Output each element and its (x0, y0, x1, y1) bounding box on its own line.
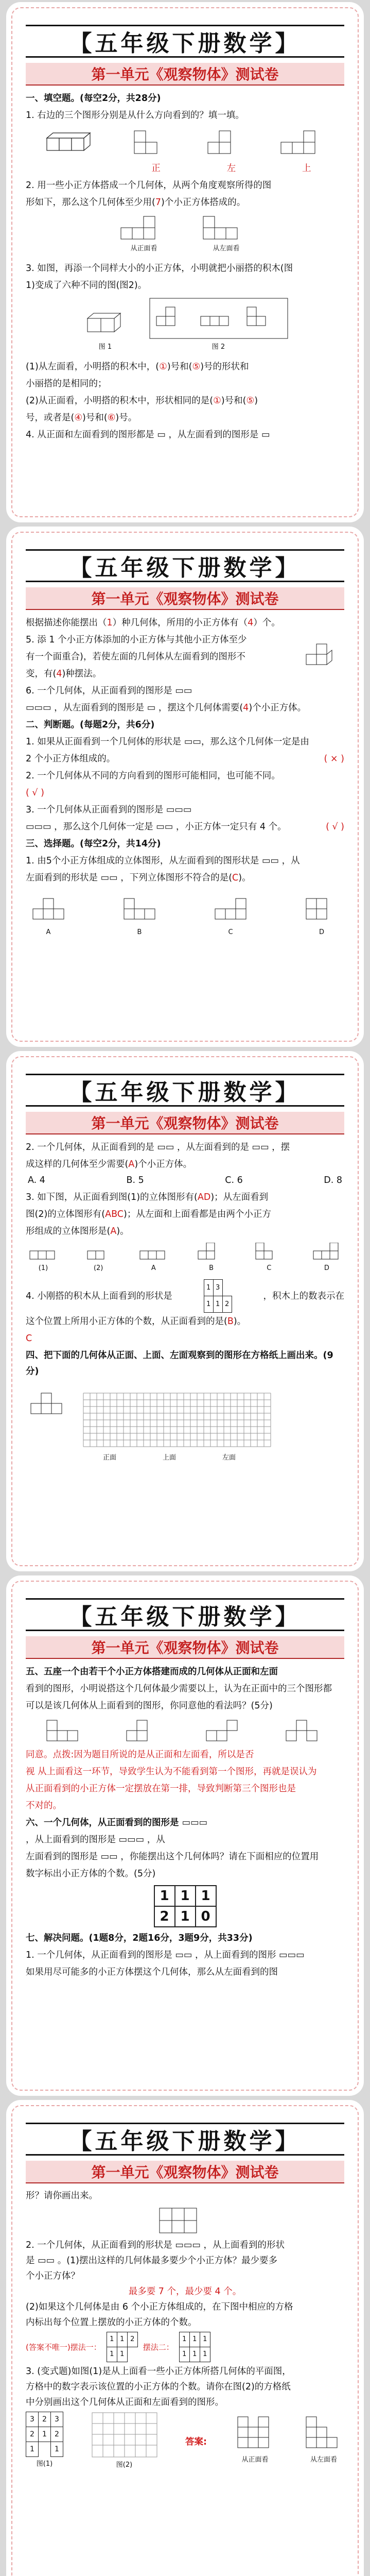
text-span: ，摆 (272, 1142, 290, 1153)
question-text: 小丽搭的是相同的； (26, 379, 107, 389)
option-label: A (46, 928, 51, 936)
option-label: C (228, 928, 233, 936)
question-text: 看到的图形，小明说搭这个几何体最少需要以上，认为在正面中的三个图形都 (26, 1684, 332, 1694)
text-span: ，从左面看到的图形是 (54, 703, 145, 713)
number-grid (204, 1279, 232, 1313)
text-span: ) (254, 396, 258, 406)
text-span: 1. 由5个小正方体组成的立体图形，从左面看到的图形状是 (26, 856, 259, 866)
answer-text: 同意。点拨:因为题目所说的是从正面和左面看，所以是否 (26, 1750, 254, 1760)
question-text (26, 393, 344, 409)
text-span: )种摆法。 (62, 669, 102, 679)
question-text: 有一个面重合)，若使左面的几何体从左面看到的图形不 (26, 652, 245, 662)
answer-grid-area (26, 1383, 344, 1450)
question-row (26, 631, 344, 682)
answer-text: ① (159, 362, 167, 372)
question-text (26, 1207, 344, 1223)
answer-text: 从正面看到的小正方体一定摆放在第一排，导致判断第三个图形也是 (26, 1784, 296, 1794)
answer-text: A (128, 1159, 135, 1170)
answer-text: C (232, 873, 239, 883)
text-span: )号和( (82, 413, 108, 423)
grid-cell: 3 (51, 2412, 63, 2427)
text-span: ，你能摆出这个几何体吗？请在下面相应的位置用 (120, 1852, 319, 1862)
view-figure-icon (130, 128, 171, 157)
question-text: 六、一个几何体，从正面看到的图形是 ▭▭▭ (26, 1818, 208, 1828)
figure-caption: 从左面看 (310, 2456, 337, 2464)
answer-text: 1 (107, 618, 113, 628)
section-heading: 五、五座一个由若干个小正方体搭建而成的几何体从正面和左面 (26, 1667, 278, 1677)
figure (91, 2412, 158, 2472)
question-row (26, 1279, 344, 1313)
answer-text: AD (197, 1192, 211, 1202)
text-span: ，从左面看到的图形是 (168, 430, 259, 440)
page-2 (0, 524, 370, 1049)
grid-cell: 1 (213, 1296, 222, 1313)
view-figure-icon (28, 1243, 59, 1260)
left-view-icon (303, 2412, 344, 2453)
text-span: 2. 一个几何体，从正面看到的形状是 (26, 2240, 172, 2250)
text-span: )号的形状和 (200, 362, 249, 372)
page-subtitle: 第一单元《观察物体》测试卷 (26, 2161, 344, 2183)
figure-label: C (267, 1264, 272, 1272)
answer-row (26, 161, 344, 177)
text-span: ，那么这个几何体一定是由 (201, 737, 309, 747)
text-span: )号和( (167, 362, 192, 372)
question-text: 1. 由5个小正方体组成的立体图形，从左面看到的图形状是 ▭▭ ，从 (26, 856, 300, 866)
text-span: 4. 从正面和左面看到的图形都是 (26, 430, 154, 440)
answer-text: 7 (155, 197, 161, 208)
figure-caption: 从左面看 (213, 245, 240, 252)
question-text: 2. 一个几何体，从正面看到的是 ▭▭ ，从左面看到的是 ▭▭ ，摆 (26, 1142, 290, 1153)
grid-cell: 1 (39, 2427, 51, 2442)
grid-cell: 1 (204, 1296, 213, 1313)
question-text: 形？请你画出来。 (26, 2191, 98, 2201)
text-span: ）种几何体，所用的小正方体有（ (112, 618, 248, 628)
grid-cell: 1 (107, 2347, 117, 2362)
text-span: )。 (238, 873, 251, 883)
cube-set-icon (149, 298, 288, 339)
answer-text: 4 (243, 703, 249, 713)
view-figure-icon (204, 1718, 245, 1743)
grid-cell: 1 (26, 2442, 39, 2457)
question-text: 6. 一个几何体，从正面看到的图形是 ▭▭ (26, 686, 192, 696)
cube-figure-icon (82, 303, 129, 339)
question-text: 个小正方体？ (26, 2271, 80, 2281)
figure (82, 303, 129, 355)
answer-text: 正 (151, 163, 161, 174)
figure-caption: 图 2 (212, 343, 225, 351)
text-span: 成这样的几何体至少需要( (26, 1159, 129, 1170)
answer-text: 视 从上面看这一环节，导致学生认为不能看到第一个图形，再就是误认为 (26, 1767, 317, 1777)
question-text (26, 1314, 344, 1330)
figure[interactable] (196, 1243, 227, 1276)
page-4 (0, 1573, 370, 2098)
text-span: 2. 一个几何体，从正面看到的是 (26, 1142, 154, 1153)
text-span: ）个。 (253, 618, 280, 628)
figure (26, 2412, 63, 2471)
text-span: (1)从左面看，小明搭的积木中，( (26, 362, 160, 372)
cube-figure-icon (210, 893, 251, 924)
answer-text: A (110, 1226, 117, 1236)
figure-label: (2) (93, 1264, 103, 1272)
cube-figure-icon (42, 128, 98, 157)
grid-cell: 1 (175, 1886, 196, 1906)
options-row (26, 1173, 344, 1189)
question-text (26, 359, 344, 375)
option-label: D (319, 928, 324, 936)
answer-label: 答案: (185, 2437, 207, 2447)
question-text: 是 ▭▭ 。(1)摆出这样的几何体最多要少个小正方体？最少要多 (26, 2256, 277, 2266)
grid-cell: 3 (26, 2412, 39, 2427)
grid-labels (26, 1450, 344, 1466)
question-text (26, 410, 344, 426)
cube-figure-icon (254, 1243, 285, 1260)
text-span: 2 个小正方体组成的。 (26, 754, 116, 764)
figure (85, 1243, 111, 1276)
option-label[interactable]: B. 5 (126, 1175, 144, 1185)
text-span: ，从上面看到的图形 (195, 1950, 276, 1960)
grid-cell: 2 (26, 2427, 39, 2442)
grid-cell: 1 (189, 2332, 200, 2347)
text-span: )个小正方体。 (249, 703, 307, 713)
page-subtitle: 第一单元《观察物体》测试卷 (26, 63, 344, 86)
question-text: 左面看到的形状是 ▭▭ ，下列立体图形不符合的是(C)。 (26, 873, 251, 883)
grid-cell: 1 (175, 1906, 196, 1927)
text-span: 左面看到的形状是 (26, 873, 98, 883)
text-span: ，从上面看到的形状 (203, 2240, 285, 2250)
answer-text: B (227, 1316, 234, 1327)
option-label: B (137, 928, 142, 936)
grid-cell: 2 (51, 2427, 63, 2442)
question-text: 2. 一个几何体从不同的方向看到的图形可能相同，也可能不同。 (26, 771, 280, 781)
question-text: 4. 从正面和左面看到的图形都是 ▭ ，从左面看到的图形是 ▭ (26, 430, 270, 440)
cube-figure-icon (196, 1243, 227, 1260)
text-span: 3. 如下图，从正面看到图(1)的立体图形有( (26, 1192, 198, 1202)
figure-caption: 从正面看 (241, 2456, 269, 2464)
square-grid (91, 2412, 158, 2458)
answer-text: ( √ ) (326, 822, 344, 832)
question-text: 数字标出小正方体的个数。(5分) (26, 1869, 156, 1879)
grid-cell: 2 (39, 2412, 51, 2427)
page-5 (0, 2098, 370, 2576)
figure-label: B (209, 1264, 214, 1272)
grid-cell: 2 (154, 1906, 175, 1927)
cube-figure-icon (138, 1243, 169, 1260)
figure (28, 1243, 59, 1276)
section-heading: 二、判断题。(每题2分，共6分) (26, 720, 155, 730)
number-grid (26, 2412, 63, 2457)
page-title: 【五年级下册数学】 (26, 1074, 344, 1107)
answer-text: ① (213, 396, 221, 406)
text-span: 1. 如果从正面看到一个几何体的形状是 (26, 737, 182, 747)
grid-cell: 1 (179, 2347, 189, 2362)
text-span: 这个位置上所用小正方体的个数，从正面看到的是( (26, 1316, 227, 1327)
figure-row (26, 1243, 344, 1276)
left-view-icon (201, 215, 252, 241)
question-text: 1)变成了六种不同的图(图2)。 (26, 280, 147, 291)
cube-figure-icon (301, 893, 342, 924)
text-span: )号和( (221, 396, 246, 406)
answer-text: 4 (56, 669, 62, 679)
answer-text: ④ (74, 413, 83, 423)
question-text (26, 785, 344, 801)
grid-cell: 1 (189, 2347, 200, 2362)
grid-cell: 1 (51, 2442, 63, 2457)
answer-text: (答案不唯一)摆法一： (26, 2342, 101, 2352)
grid-label: 左面 (222, 1454, 236, 1462)
grid-cell: 1 (179, 2332, 189, 2347)
cube-figure-icon (26, 1383, 77, 1424)
figure[interactable] (311, 1243, 342, 1276)
figure-row (26, 1718, 344, 1743)
figure (149, 298, 288, 355)
page-subtitle: 第一单元《观察物体》测试卷 (26, 1112, 344, 1134)
answer-text: 4 (248, 618, 254, 628)
text-span: )个小正方体搭成的。 (161, 197, 246, 208)
figure-label: D (324, 1264, 329, 1272)
option[interactable] (210, 893, 251, 940)
text-span: 是 (26, 2256, 35, 2266)
page-card (11, 1581, 359, 2091)
page-1 (0, 0, 370, 524)
text-span: )号。 (115, 413, 137, 423)
question-text: 可以是该几何体从上面看到的图形，你同意他的看法吗？(5分) (26, 1701, 273, 1711)
option-label[interactable]: D. 8 (324, 1175, 342, 1185)
view-figure-icon (125, 1718, 166, 1743)
question-text (26, 666, 247, 682)
text-span: ，从 (147, 1835, 165, 1845)
option[interactable] (301, 893, 342, 940)
options-row (26, 893, 344, 940)
text-span: )；从左面看到 (210, 1192, 269, 1202)
question-text: 如果用尽可能多的小正方体摆这个几何体，那么从左面看到的图 (26, 1967, 278, 1977)
figure[interactable] (254, 1243, 285, 1276)
question-text: 1. 如果从正面看到一个几何体的形状是 ▭▭，那么这个几何体一定是由 (26, 737, 309, 747)
figure-row (26, 128, 344, 157)
text-span: ，下列立体图形不符合的是( (120, 873, 233, 883)
view-figure-icon (277, 128, 328, 157)
answer-row (26, 2332, 344, 2362)
text-span: 形如下，那么这个几何体至少用( (26, 197, 155, 208)
cube-figure-icon (119, 893, 160, 924)
figure-label: (1) (38, 1264, 48, 1272)
page-card (11, 532, 359, 1042)
grid-label: 正面 (103, 1454, 117, 1462)
question-text: 中分别画出这个几何体从正面和左面看到的图形。 (26, 2397, 224, 2408)
answer-text: 最多要 7 个，最少要 4 个。 (128, 2286, 242, 2297)
option-label[interactable]: C. 6 (225, 1175, 243, 1185)
question-text: 5. 添 1 个小正方体添加的小正方体与其他小正方体至少 (26, 635, 247, 645)
number-grid (154, 1885, 217, 1927)
page-title: 【五年级下册数学】 (26, 25, 344, 58)
question-text: 2. 一个几何体，从正面看到的形状是 ▭▭▭ ，从上面看到的形状 (26, 2240, 285, 2250)
page-card (11, 7, 359, 517)
page-subtitle: 第一单元《观察物体》测试卷 (26, 1636, 344, 1659)
text-span: 。(1)摆出这样的几何体最多要少个小正方体？最少要多 (57, 2256, 277, 2266)
question-text: 2. 用一些小正方体搭成一个几何体，从两个角度观察所得的图 (26, 180, 272, 191)
front-view-icon (118, 215, 170, 241)
figure[interactable] (138, 1243, 169, 1276)
figure-caption: 图(1) (36, 2460, 53, 2468)
text-span: 左面看到的图形是 (26, 1852, 98, 1862)
question-text: 1. 一个几何体，从正面看到的图形是 ▭▭ ，从上面看到的图形 ▭▭▭ (26, 1950, 305, 1960)
text-span: 3. 一个几何体从正面看到的图形是 (26, 805, 164, 815)
section-heading: 三、选择题。(每空2分，共14分) (26, 839, 161, 849)
page-title: 【五年级下册数学】 (26, 549, 344, 582)
question-text: ▭▭▭ ，从左面看到的图形是 ▭ ，摆这个几何体需要(4)个小正方体。 (26, 703, 307, 713)
view-figure-icon (204, 128, 245, 157)
square-grid[interactable] (81, 1383, 287, 1450)
text-span: 变，有( (26, 669, 57, 679)
text-span: )个小正方体。 (134, 1159, 192, 1170)
figure-caption: 图 1 (98, 343, 112, 351)
question-text (26, 1157, 344, 1173)
text-span: ，那么这个几何体一定是 (54, 822, 153, 832)
figure-caption: 图(2) (116, 2461, 133, 2469)
page-card (11, 2105, 359, 2576)
question-text (26, 195, 344, 211)
page-title: 【五年级下册数学】 (26, 1598, 344, 1631)
figure-caption: 从正面看 (130, 245, 157, 252)
cube-figure-icon (311, 1243, 342, 1260)
option-label[interactable]: A. 4 (28, 1175, 45, 1185)
section-heading: 一、填空题。(每空2分，共28分) (26, 93, 161, 104)
question-text: 方格中的数字表示该位置的小正方体的个数。请你在图(2)的方格纸 (26, 2382, 291, 2392)
grid-cell: 2 (127, 2332, 137, 2347)
question-text (26, 1224, 344, 1240)
grid-cell: 1 (200, 2332, 210, 2347)
answer-text: ( √ ) (26, 788, 44, 798)
grid-cell: 1 (154, 1886, 175, 1906)
grid-cell: 0 (196, 1906, 216, 1927)
question-text: (2)如果这个几何体是由 6 个小正方体组成的，在下图中相应的方格 (26, 2302, 293, 2312)
figure-row (26, 215, 344, 257)
option[interactable] (119, 893, 160, 940)
page-subtitle: 第一单元《观察物体》测试卷 (26, 587, 344, 610)
grid-label: 上面 (163, 1454, 177, 1462)
text-span: ，从左面看到的是 (177, 1142, 249, 1153)
answer-text: ⑥ (107, 413, 116, 423)
question-text: ，积木上的数表示在 (263, 1291, 344, 1301)
view-figure-icon (45, 1718, 86, 1743)
text-span: 六、一个几何体，从正面看到的图形是 (26, 1818, 179, 1828)
page-title: 【五年级下册数学】 (26, 2123, 344, 2156)
grid-cell: 1 (107, 2332, 117, 2347)
question-text: 1. 右边的三个图形分别是从什么方向看到的？填一填。 (26, 110, 244, 121)
text-span: ，摆这个几何体需要( (158, 703, 243, 713)
question-text: 3. (变式题)如图(1)是从上面看一些小正方体所搭几何体的平面图， (26, 2366, 291, 2377)
number-grid (179, 2332, 210, 2362)
section-heading: 四、把下面的几何体从正面、上面、左面观察到的图形在方格纸上画出来。(9分) (26, 1350, 333, 1377)
text-span: )；从左面和上面看都是由两个小正方 (124, 1209, 271, 1219)
question-text: ▭▭▭ ，那么这个几何体一定是 ▭▭ ，小正方体一定只有 4 个。 ( √ ) (26, 819, 344, 835)
question-text: 3. 如图，再添一个同样大小的小正方体，小明就把小丽搭的积木(图 (26, 263, 293, 274)
answer-text: 左 (226, 163, 236, 174)
text-span: ，小正方体一定只有 4 个。 (175, 822, 287, 832)
question-text: 4. 小刚搭的积木从上面看到的形状是 (26, 1291, 172, 1301)
number-grid (107, 2332, 138, 2362)
grid-cell: 1 (204, 1280, 213, 1296)
page-3 (0, 1049, 370, 1573)
front-view-icon (235, 2412, 276, 2453)
answer-figure-icon (154, 2205, 216, 2236)
figure (201, 215, 252, 257)
grid-cell: 1 (196, 1886, 216, 1906)
grid-cell: 3 (213, 1280, 222, 1296)
page-card (11, 1056, 359, 1566)
grid-cell: 1 (200, 2347, 210, 2362)
question-text (26, 1331, 344, 1347)
text-span: )。 (233, 1316, 246, 1327)
text-span: 号，或者是( (26, 413, 75, 423)
question-text (26, 751, 344, 767)
answer-text: 不对的。 (26, 1801, 62, 1811)
answer-text: 摆法二： (143, 2342, 174, 2352)
figure-label: A (151, 1264, 156, 1272)
section-heading: 七、解决问题。(1题8分，2题16分，3题9分，共33分) (26, 1933, 253, 1943)
text-span: 1. 一个几何体，从正面看到的图形是 (26, 1950, 172, 1960)
view-figure-icon (85, 1243, 111, 1260)
text-span: 根据描述你能摆出（ (26, 618, 107, 628)
text-span: 形组成的立体图形是( (26, 1226, 111, 1236)
text-span: 图(2)的立体图形有( (26, 1209, 105, 1219)
grid-cell: 1 (117, 2332, 127, 2347)
figure-row (26, 298, 344, 355)
grid-cell: 1 (117, 2347, 127, 2362)
text-span: (2)从正面看，小明搭的积木中，形状相同的是( (26, 396, 214, 406)
answer-text: 上 (302, 163, 311, 174)
question-text: 左面看到的图形是 ▭▭ ，你能摆出这个几何体吗？请在下面相应的位置用 (26, 1852, 319, 1862)
cube-figure-icon (303, 639, 344, 675)
text-span: 6. 一个几何体，从正面看到的图形是 (26, 686, 172, 696)
answer-text: C (26, 1333, 32, 1344)
figure (303, 2412, 344, 2467)
text-span: )。 (116, 1226, 129, 1236)
question-text: ，从上面看到的图形是 ▭▭▭ ，从 (26, 1835, 165, 1845)
answer-text: ABC (105, 1209, 124, 1219)
figure (235, 2412, 276, 2467)
option[interactable] (28, 893, 69, 940)
answer-text: ⑤ (192, 362, 201, 372)
answer-text: ( × ) (324, 754, 344, 764)
text-span: ，从上面看到的图形是 (26, 1835, 116, 1845)
grid-cell: 2 (222, 1296, 232, 1313)
answer-text: ⑤ (246, 396, 255, 406)
figure-row (26, 2412, 344, 2472)
view-figure-icon (284, 1718, 325, 1743)
question-text (26, 1190, 344, 1206)
question-text: 3. 一个几何体从正面看到的图形是 ▭▭▭ (26, 805, 192, 815)
figure (118, 215, 170, 257)
question-text (26, 615, 344, 631)
question-text: 内标出每个位置上摆放的小正方体的个数。 (26, 2317, 197, 2328)
text-span: ，从 (281, 856, 300, 866)
cube-figure-icon (28, 893, 69, 924)
